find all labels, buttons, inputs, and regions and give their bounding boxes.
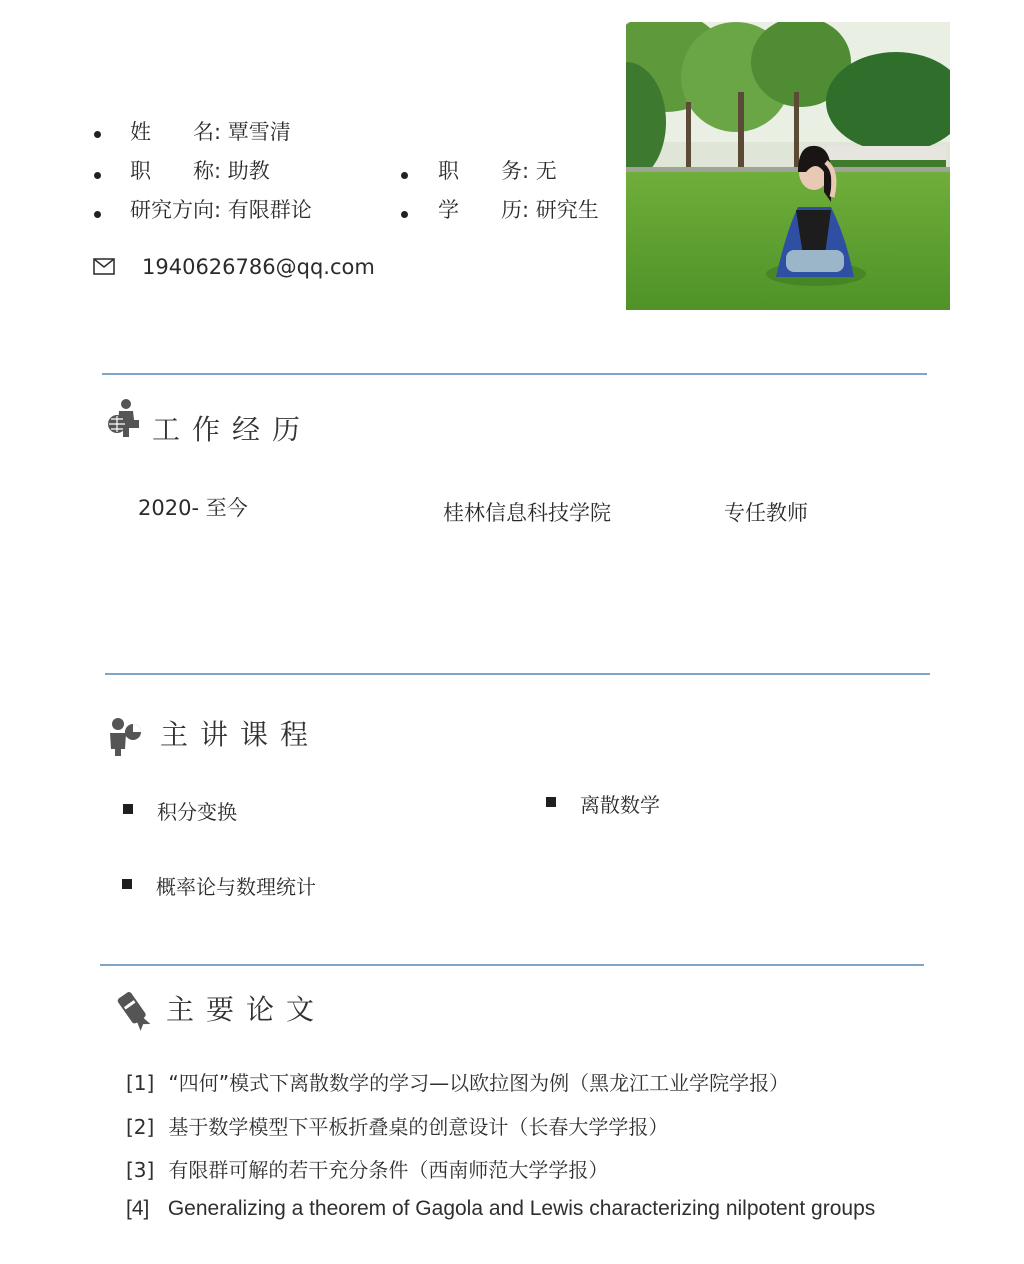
course-item: 积分变换 [157,800,237,824]
mail-icon [93,258,115,275]
course-item: 离散数学 [580,793,660,817]
paper-item [126,1154,608,1183]
bullet [94,131,101,138]
paper-item [126,1197,875,1221]
research-row [130,197,312,223]
name-value: 覃雪清 [227,120,291,144]
name-label: 姓 名: [130,120,222,144]
paper-item [126,1111,668,1140]
title-label: 职 称: [130,159,222,183]
duty-value: 无 [535,159,557,183]
paper-title: 有限群可解的若干充分条件（西南师范大学学报） [168,1158,609,1182]
course-item: 概率论与数理统计 [156,875,316,899]
section-title-work: 工作经历 [152,413,313,446]
research-value: 有限群论 [227,198,312,222]
section-title-papers: 主要论文 [166,993,327,1026]
work-org: 桂林信息科技学院 [443,501,611,525]
bullet [401,211,408,218]
name-row [130,119,291,145]
education-row [438,197,599,223]
research-label: 研究方向: [130,198,222,222]
title-row [130,158,270,184]
bullet [401,172,408,179]
education-label: 学 历: [438,198,530,222]
section-title-courses: 主讲课程 [160,718,321,751]
title-value: 助教 [227,159,270,183]
education-value: 研究生 [535,198,599,222]
bullet [94,211,101,218]
paper-item [126,1067,789,1096]
bullet-square [546,797,556,807]
divider [105,673,930,675]
paper-title: “四何”模式下离散数学的学习—以欧拉图为例（黑龙江工业学院学报） [168,1071,790,1095]
work-period: 2020- 至今 [138,496,248,520]
paper-number: [2] [126,1115,155,1139]
bullet [94,172,101,179]
duty-row [438,158,557,184]
diploma-icon [116,990,152,1032]
paper-title: 基于数学模型下平板折叠桌的创意设计（长春大学学报） [168,1115,669,1139]
work-position: 专任教师 [724,501,808,525]
bullet-square [123,804,133,814]
duty-label: 职 务: [438,159,530,183]
paper-title: Generalizing a theorem of Gagola and Lewis characterizing nilpotent groups [167,1197,876,1220]
worker-icon [106,398,140,438]
divider [100,964,924,966]
paper-number: [3] [126,1158,155,1182]
email-address[interactable]: 1940626786@qq.com [142,255,375,279]
profile-photo [626,22,950,310]
lecturer-icon [108,715,142,757]
paper-number: [1] [126,1071,155,1095]
bullet-square [122,879,132,889]
divider [102,373,927,375]
paper-number: [4] [126,1197,150,1220]
